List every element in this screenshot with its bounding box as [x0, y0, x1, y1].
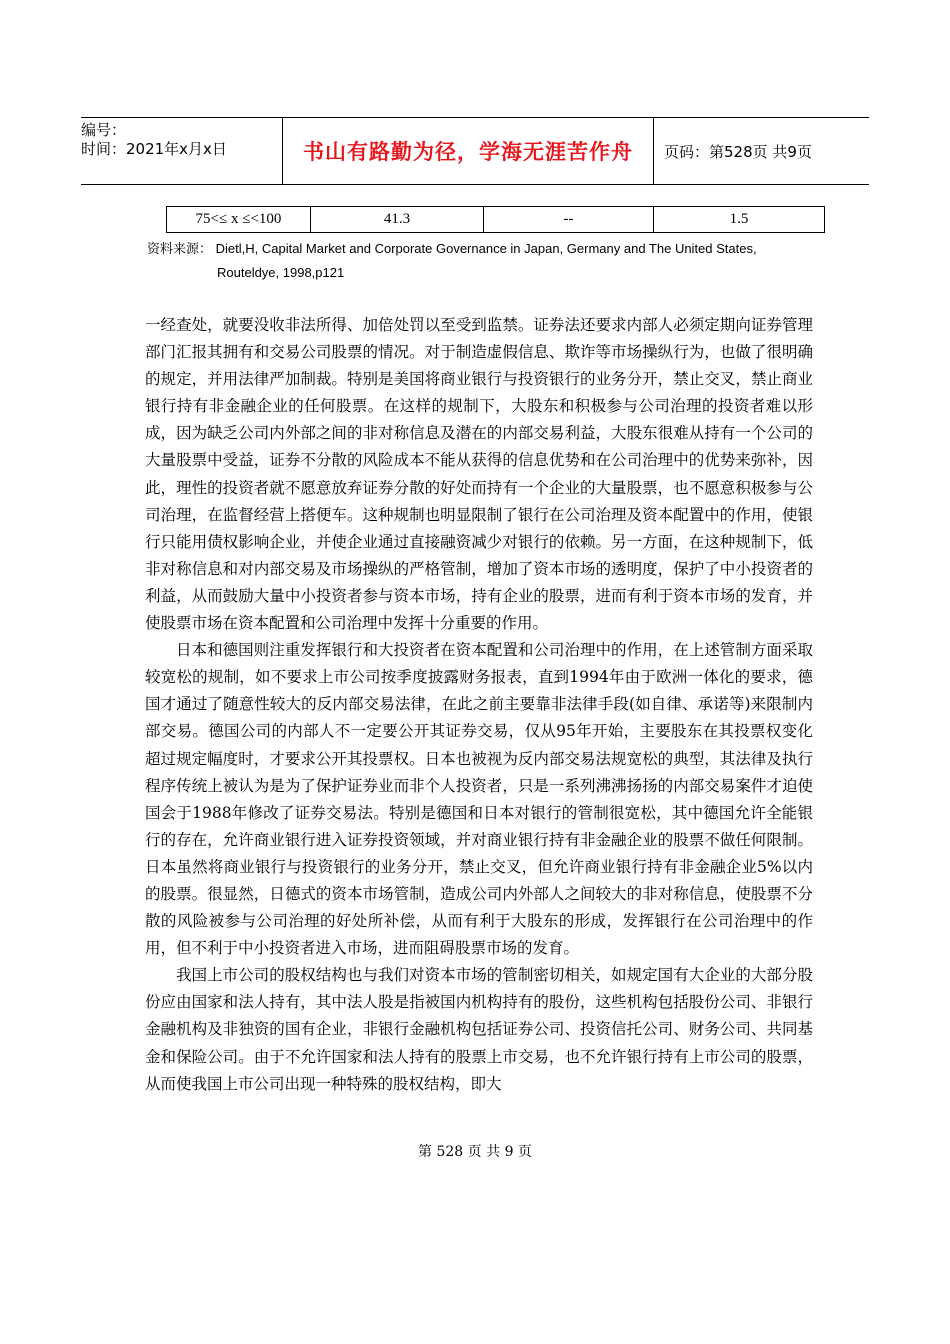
header-slogan: 书山有路勤为径，学海无涯苦作舟 [282, 118, 654, 184]
table-cell: -- [484, 207, 654, 233]
table-cell: 1.5 [654, 207, 825, 233]
paragraph: 日本和德国则注重发挥银行和大投资者在资本配置和公司治理中的作用，在上述管制方面采取较宽松的规制，如不要求上市公司按季度披露财务报表，直到1994年由于欧洲一体化的要求，德国才通过了随意性较大的反内部交易法律，在此之前主要靠非法律手段(如自律、承诺等)来限制内部交易。德国公司的内部人不一定要公开其证券交易，仅从95年开始，主要股东在其投票权变化超过规定幅度时，才要求公开其投票权。日本也被视为反内部交易法规宽松的典型，其法律及执行程序传统上被认为是为了保护证券业而非个人投资者，只是一系列沸沸扬扬的内部交易案件才迫使国会于1988年修改了证券交易法。特别是德国和日本对银行的管制很宽松，其中德国允许全能银行的存在，允许商业银行进入证券投资领域，并对商业银行持有非金融企业的股票不做任何限制。日本虽然将商业银行与投资银行的业务分开，禁止交叉，但允许商业银行持有非金融企业5%以内的股票。很显然，日德式的资本市场管制，造成公司内外部人之间较大的非对称信息，使股票不分散的风险被参与公司治理的好处所补偿，从而有利于大股东的形成，发挥银行在公司治理中的作用，但不利于中小投资者进入市场，进而阻碍股票市场的发育。 [145, 641, 813, 958]
page-header [81, 117, 869, 185]
header-meta [81, 118, 281, 184]
header-page-label: 页码：第528页 共9页 [664, 142, 812, 161]
source-line-1: 资料来源： Dietl,H, Capital Market and Corporate Governance in Japan, Germany and The United States, [147, 241, 757, 256]
source-line-2: Routeldye, 1998,p121 [217, 265, 345, 280]
paragraph: 我国上市公司的股权结构也与我们对资本市场的管制密切相关，如规定国有大企业的大部分股份应由国家和法人持有，其中法人股是指被国内机构持有的股份，这些机构包括股份公司、非银行金融机构及非独资的国有企业，非银行金融机构包括证券公司、投资信托公司、财务公司、共同基金和保险公司。由于不允许国家和法人持有的股票上市交易，也不允许银行持有上市公司的股票，从而使我国上市公司出现一种特殊的股权结构，即大 [145, 966, 813, 1093]
page-footer: 第 528 页 共 9 页 [418, 1144, 532, 1160]
number-label: 编号： [81, 121, 127, 139]
data-table [166, 206, 825, 233]
paragraph: 一经查处，就要没收非法所得、加倍处罚以至受到监禁。证券法还要求内部人必须定期向证券管理部门汇报其拥有和交易公司股票的情况。对于制造虚假信息、欺诈等市场操纵行为，也做了很明确的规定，并用法律严加制裁。特别是美国将商业银行与投资银行的业务分开，禁止交叉，禁止商业银行持有非金融企业的任何股票。在这样的规制下，大股东和积极参与公司治理的投资者难以形成，因为缺乏公司内外部之间的非对称信息及潜在的内部交易利益，大股东很难从持有一个公司的大量股票中受益，证券不分散的风险成本不能从获得的信息优势和在公司治理中的优势来弥补，因此，理性的投资者就不愿意放弃证券分散的好处而持有一个企业的大量股票，也不愿意积极参与公司治理，在监督经营上搭便车。这种规制也明显限制了银行在公司治理及资本配置中的作用，使银行只能用债权影响企业，并使企业通过直接融资减少对银行的依赖。另一方面，在这种规制下，低非对称信息和对内部交易及市场操纵的严格管制，增加了资本市场的透明度，保护了中小投资者的利益，从而鼓励大量中小投资者参与资本市场，持有企业的股票，进而有利于资本市场的发育，并使股票市场在资本配置和公司治理中发挥十分重要的作用。 [145, 316, 813, 633]
time-label: 时间：2021年x月x日 [81, 140, 227, 158]
table-cell: 75<≤ x ≤<100 [167, 207, 311, 233]
body-text [145, 312, 813, 1098]
source-note [147, 237, 807, 285]
table-cell: 41.3 [311, 207, 484, 233]
table-row [167, 207, 825, 233]
